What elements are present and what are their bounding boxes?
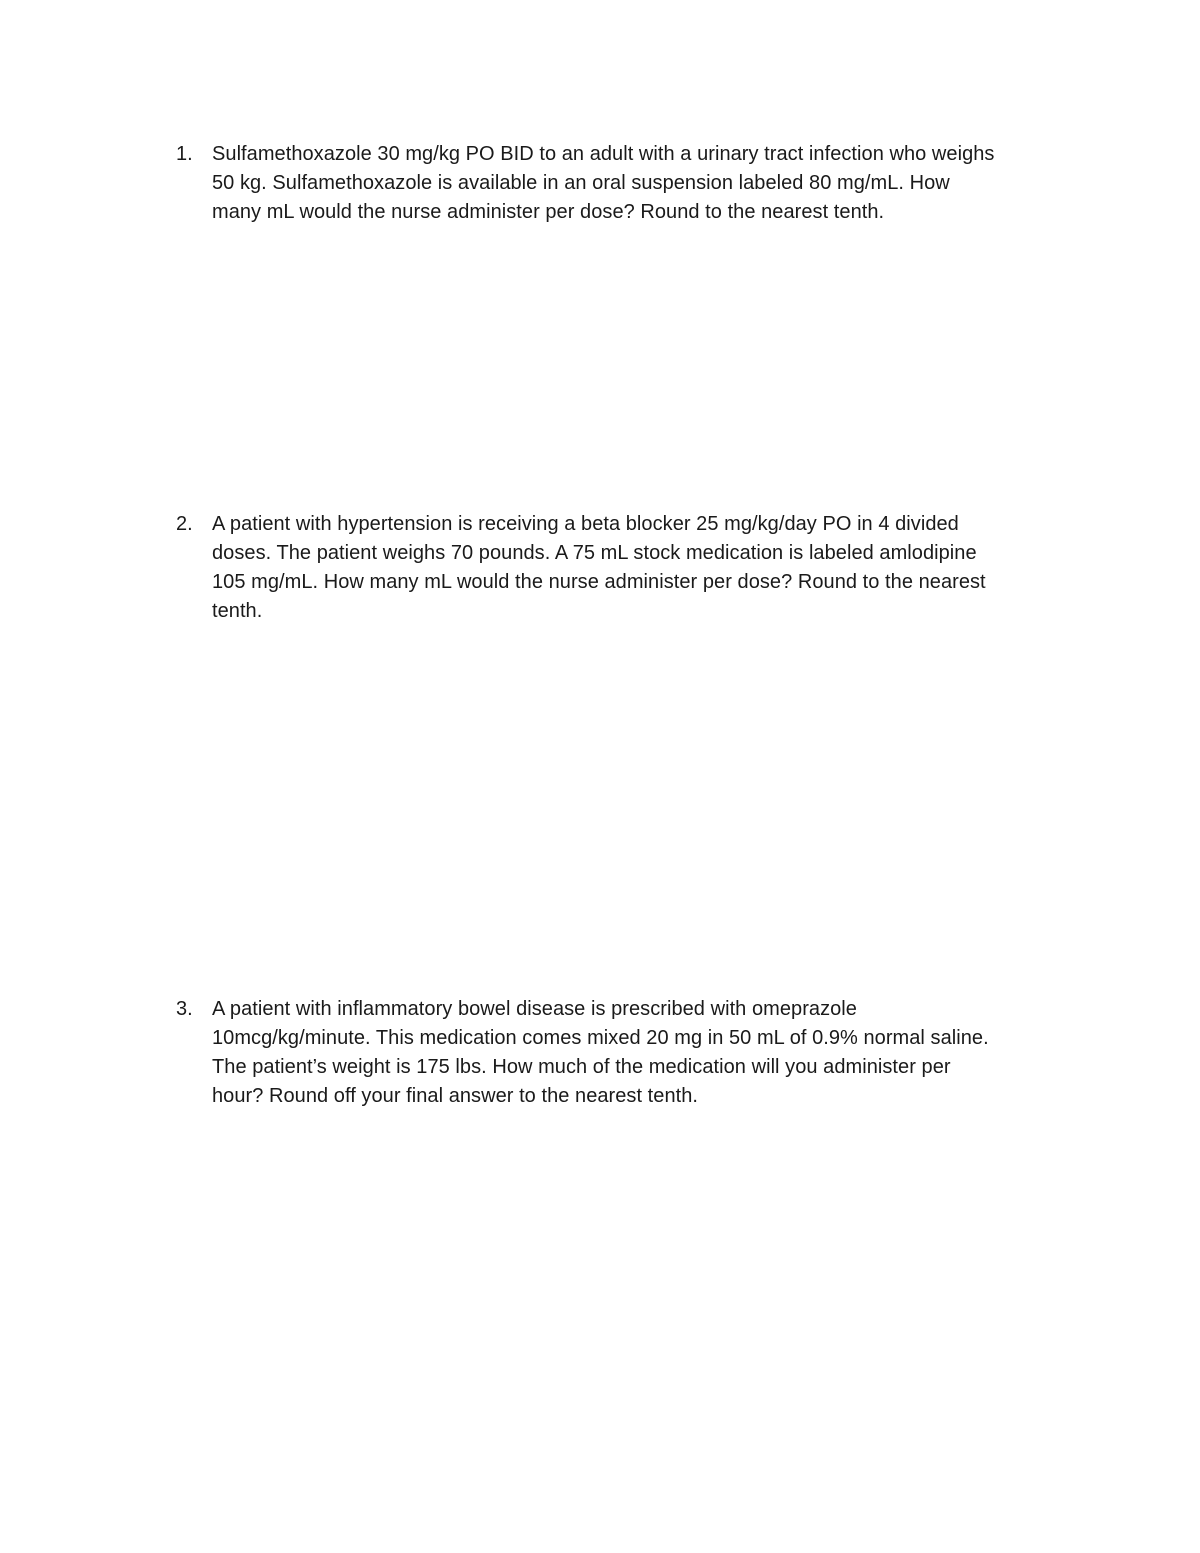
question-number: 2. (176, 513, 193, 535)
question-text: Sulfamethoxazole 30 mg/kg PO BID to an adult with a urinary tract infection who weighs 50 kg. Sulfamethoxazole is available in an oral suspension labeled 80 mg/mL. How many mL would the nurse administer per dose? Round to the nearest tenth. (212, 143, 995, 223)
question-text: A patient with hypertension is receiving a beta blocker 25 mg/kg/day PO in 4 divided doses. The patient weighs 70 pounds. A 75 mL stock medication is labeled amlodipine 105 mg/mL. How many mL would the nurse administer per dose? Round to the nearest tenth. (212, 513, 986, 622)
question-3 (176, 995, 1056, 1111)
question-number: 3. (176, 998, 193, 1020)
question-text: A patient with inflammatory bowel disease is prescribed with omeprazole 10mcg/kg/minute. This medication comes mixed 20 mg in 50 mL of 0.9% normal saline. The patient’s weight is 175 lbs. How much of the medication will you administer per hour? Round off your final answer to the nearest tenth. (212, 998, 989, 1107)
question-1 (176, 140, 1056, 227)
question-number: 1. (176, 143, 193, 165)
question-2 (176, 510, 1056, 626)
